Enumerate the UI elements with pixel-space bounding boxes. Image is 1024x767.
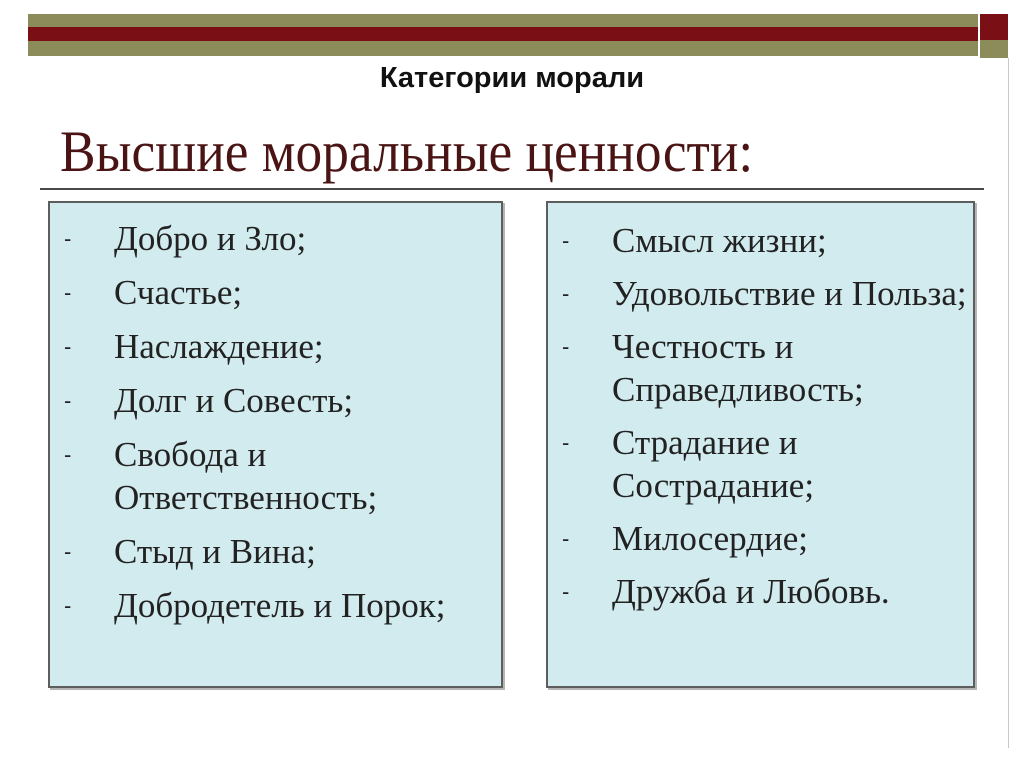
bullet-dash: - <box>562 334 570 359</box>
list-item-text: Добро и Зло; <box>114 219 307 258</box>
list-item-text: Долг и Совесть; <box>114 381 354 420</box>
bullet-dash: - <box>64 442 72 467</box>
list-item <box>50 271 501 314</box>
bullet-dash: - <box>64 593 72 618</box>
list-item-text: Стыд и Вина; <box>114 532 316 571</box>
list-item <box>548 325 973 411</box>
bullet-dash: - <box>64 226 72 251</box>
list-item <box>548 570 973 613</box>
list-item <box>50 379 501 422</box>
list-item-text: Дружба и Любовь. <box>612 572 890 611</box>
list-item <box>548 219 973 262</box>
corner-square-red <box>980 14 1008 40</box>
list-item-text: Честность и Справедливость; <box>612 327 864 409</box>
list-item-text: Страдание и Сострадание; <box>612 423 815 505</box>
header-title: Категории морали <box>379 62 645 94</box>
top-band-red-stripe <box>28 27 978 41</box>
top-decorative-band <box>28 14 978 56</box>
list-item <box>50 433 501 519</box>
bullet-dash: - <box>64 334 72 359</box>
list-item-text: Наслаждение; <box>114 327 324 366</box>
list-item-text: Милосердие; <box>612 519 809 558</box>
list-item <box>50 584 501 627</box>
list-item-text: Смысл жизни; <box>612 221 827 260</box>
right-values-panel <box>546 201 975 688</box>
list-item <box>50 217 501 260</box>
bullet-dash: - <box>64 539 72 564</box>
list-item-text: Удовольствие и Польза; <box>612 274 967 313</box>
list-item-text: Свобода и Ответственность; <box>114 435 378 517</box>
list-item-text: Добродетель и Порок; <box>114 586 446 625</box>
list-item-text: Счастье; <box>114 273 243 312</box>
bullet-dash: - <box>562 430 570 455</box>
right-vertical-rule <box>1008 58 1009 748</box>
title-divider <box>40 188 984 190</box>
bullet-dash: - <box>562 526 570 551</box>
list-item <box>548 272 973 315</box>
list-item <box>50 325 501 368</box>
corner-square-olive <box>980 40 1008 58</box>
bullet-dash: - <box>64 280 72 305</box>
bullet-dash: - <box>562 281 570 306</box>
list-item <box>548 421 973 507</box>
bullet-dash: - <box>562 579 570 604</box>
list-item <box>548 517 973 560</box>
bullet-dash: - <box>64 388 72 413</box>
slide-title: Высшие моральные ценности: <box>60 119 754 184</box>
list-item <box>50 530 501 573</box>
bullet-dash: - <box>562 228 570 253</box>
left-values-panel <box>48 201 503 688</box>
